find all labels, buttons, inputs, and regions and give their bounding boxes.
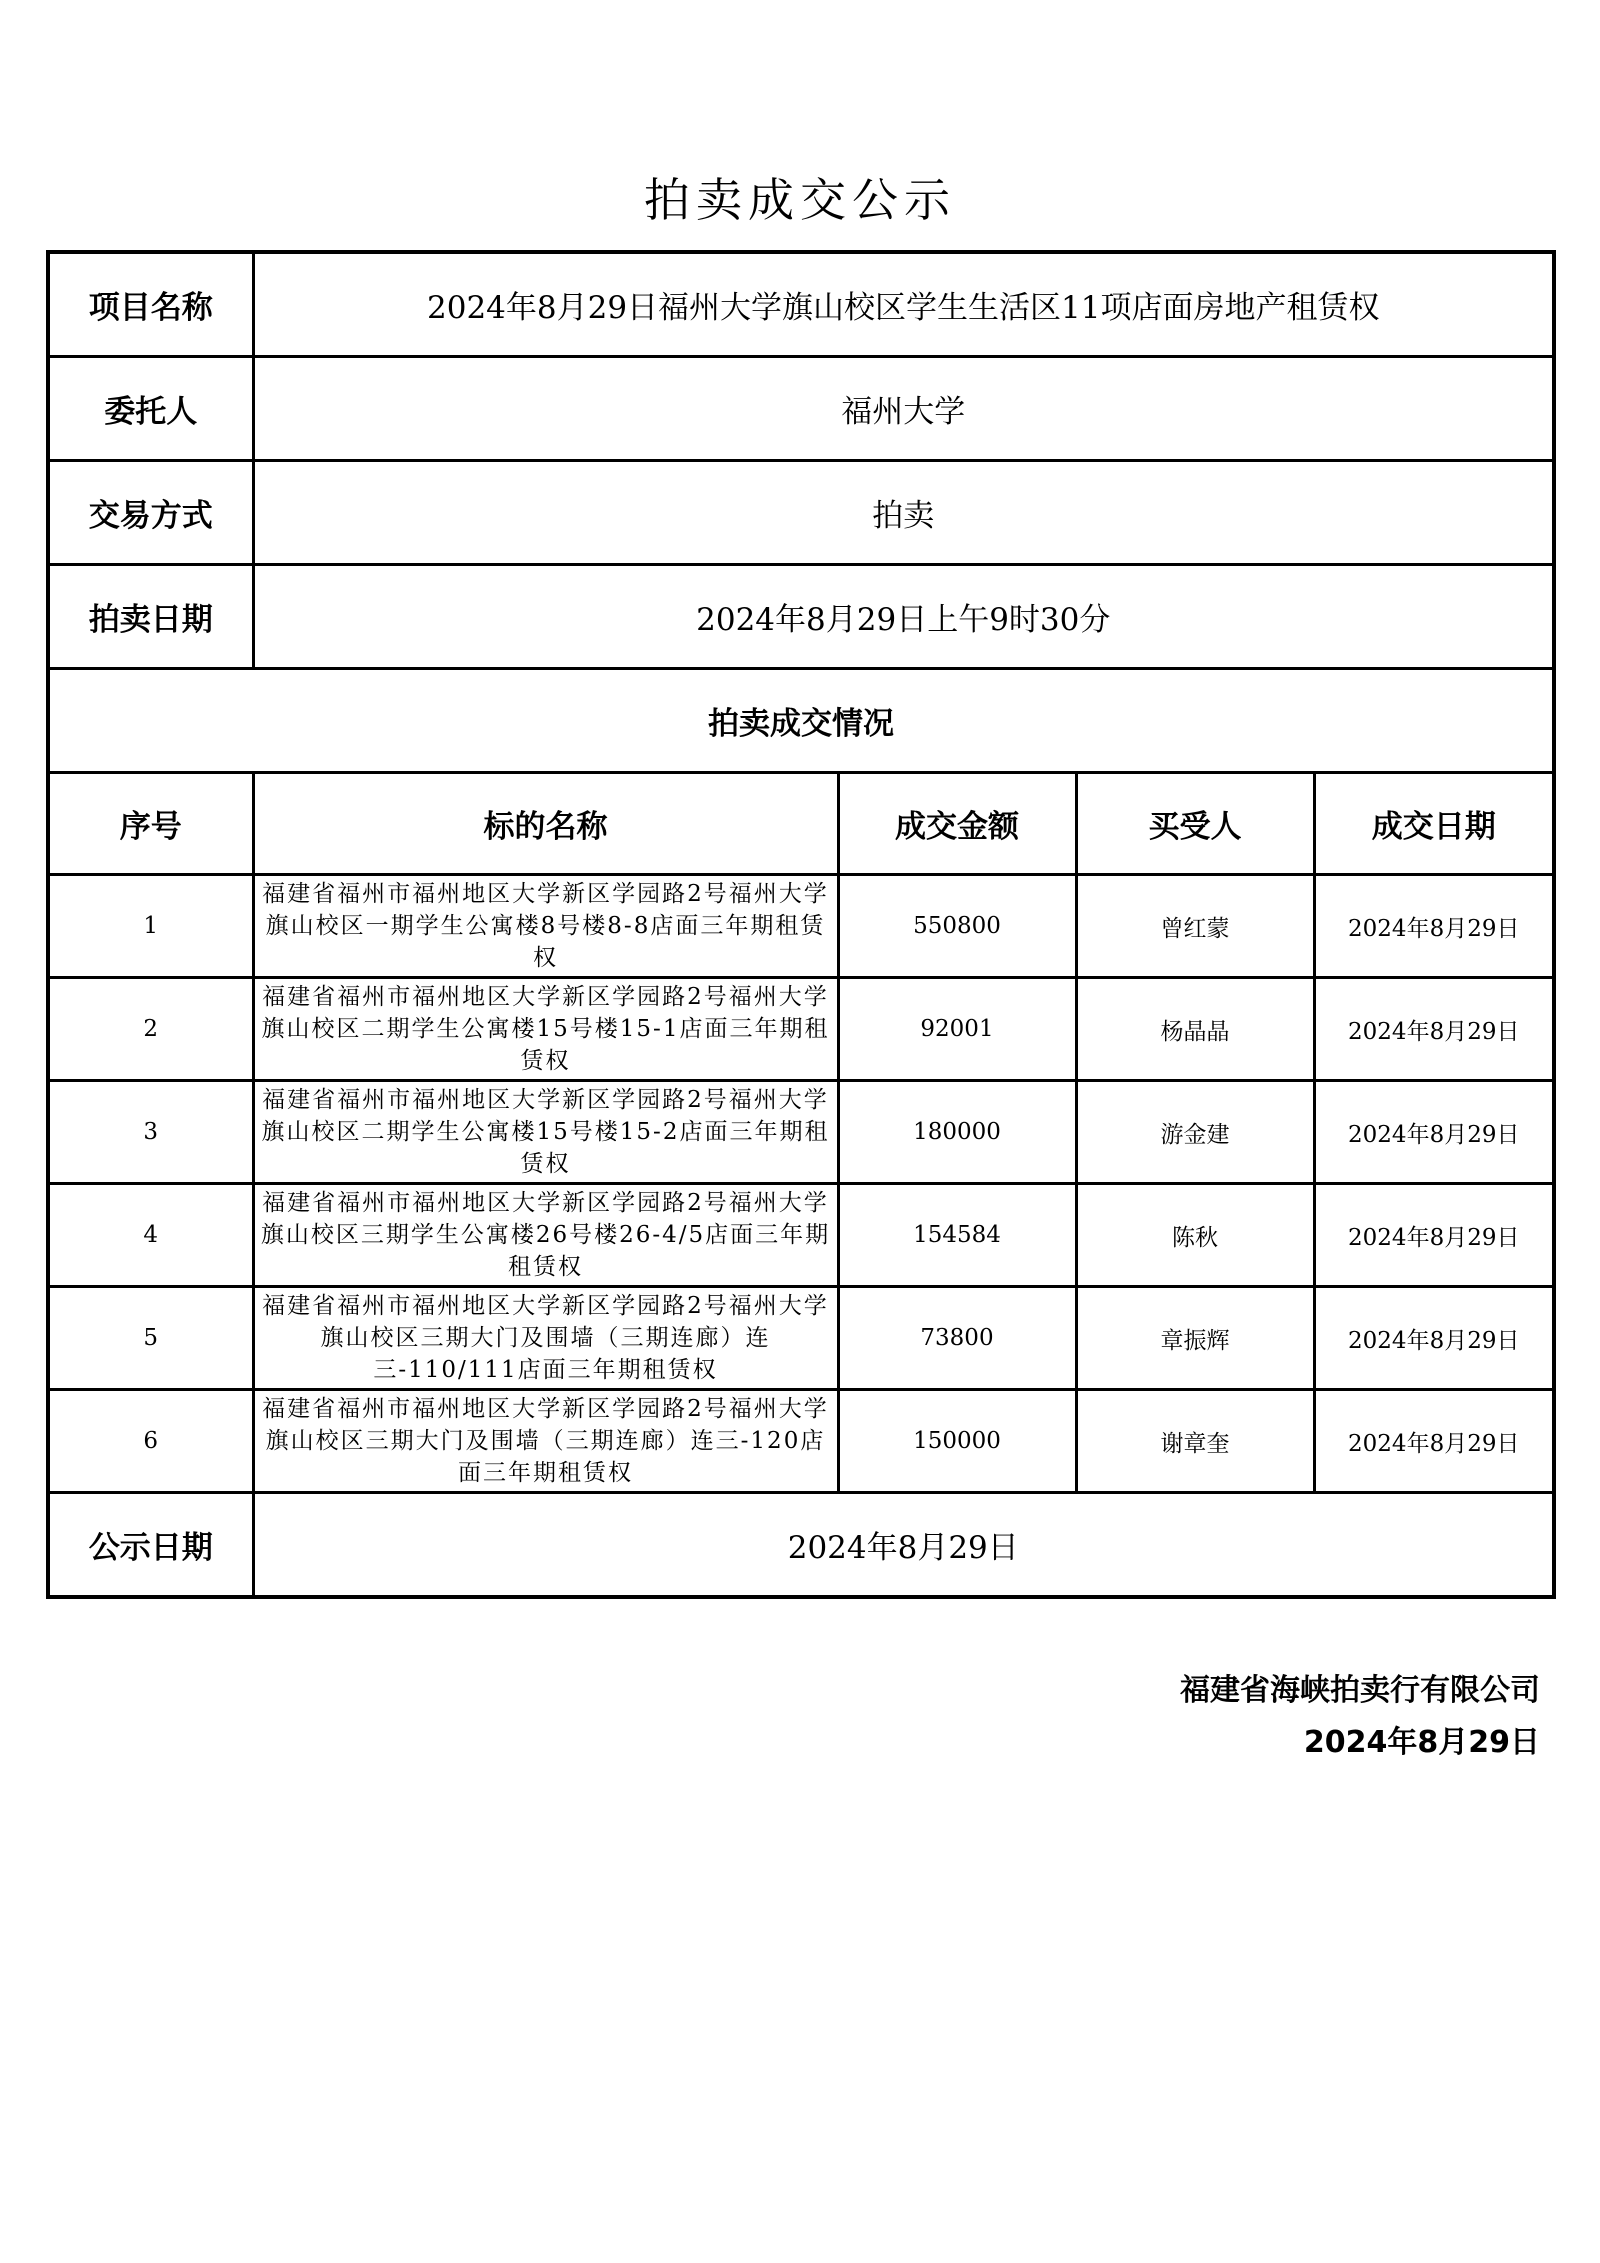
row-date: 2024年8月29日 [1314,1390,1554,1493]
row-buyer: 陈秋 [1076,1184,1314,1287]
row-buyer: 章振辉 [1076,1287,1314,1390]
row-amount: 550800 [838,875,1076,978]
row-buyer: 曾红蒙 [1076,875,1314,978]
results-section-title: 拍卖成交情况 [48,669,1554,773]
row-date: 2024年8月29日 [1314,1287,1554,1390]
signature-date: 2024年8月29日 [1303,1725,1540,1760]
table-row [48,1081,1554,1184]
row-no: 6 [48,1390,253,1493]
row-buyer: 游金建 [1076,1081,1314,1184]
auction-date-value: 2024年8月29日上午9时30分 [253,565,1554,669]
signature-block [1180,1665,1540,1769]
row-no: 5 [48,1287,253,1390]
row-amount: 154584 [838,1184,1076,1287]
row-no: 1 [48,875,253,978]
row-no: 2 [48,978,253,1081]
row-date: 2024年8月29日 [1314,875,1554,978]
project-label: 项目名称 [48,252,253,357]
auction-date-row [48,565,1554,669]
column-header-date: 成交日期 [1314,773,1554,875]
method-label: 交易方式 [48,461,253,565]
method-row [48,461,1554,565]
table-row [48,978,1554,1081]
row-no: 3 [48,1081,253,1184]
row-amount: 150000 [838,1390,1076,1493]
column-header-amount: 成交金额 [838,773,1076,875]
project-value: 2024年8月29日福州大学旗山校区学生生活区11项店面房地产租赁权 [253,252,1554,357]
row-date: 2024年8月29日 [1314,1081,1554,1184]
column-header-buyer: 买受人 [1076,773,1314,875]
row-item-name: 福建省福州市福州地区大学新区学园路2号福州大学旗山校区三期大门及围墙（三期连廊）连三-120店面三年期租赁权 [253,1390,838,1493]
row-item-name: 福建省福州市福州地区大学新区学园路2号福州大学旗山校区二期学生公寓楼15号楼15-1店面三年期租赁权 [253,978,838,1081]
publicity-date-value: 2024年8月29日 [253,1493,1554,1598]
method-value: 拍卖 [253,461,1554,565]
client-value: 福州大学 [253,357,1554,461]
project-row [48,252,1554,357]
publicity-date-label: 公示日期 [48,1493,253,1598]
row-buyer: 谢章奎 [1076,1390,1314,1493]
table-row [48,1287,1554,1390]
row-amount: 180000 [838,1081,1076,1184]
row-no: 4 [48,1184,253,1287]
row-buyer: 杨晶晶 [1076,978,1314,1081]
row-item-name: 福建省福州市福州地区大学新区学园路2号福州大学旗山校区二期学生公寓楼15号楼15-2店面三年期租赁权 [253,1081,838,1184]
row-item-name: 福建省福州市福州地区大学新区学园路2号福州大学旗山校区三期大门及围墙（三期连廊）连三-110/111店面三年期租赁权 [253,1287,838,1390]
results-section-row [48,669,1554,773]
row-item-name: 福建省福州市福州地区大学新区学园路2号福州大学旗山校区一期学生公寓楼8号楼8-8店面三年期租赁权 [253,875,838,978]
publicity-date-row [48,1493,1554,1598]
table-row [48,1184,1554,1287]
table-row [48,875,1554,978]
row-item-name: 福建省福州市福州地区大学新区学园路2号福州大学旗山校区三期学生公寓楼26号楼26-4/5店面三年期租赁权 [253,1184,838,1287]
document-title: 拍卖成交公示 [644,173,956,227]
column-header-no: 序号 [48,773,253,875]
row-date: 2024年8月29日 [1314,1184,1554,1287]
results-header-row [48,773,1554,875]
auction-date-label: 拍卖日期 [48,565,253,669]
auction-results-table [46,250,1556,1599]
table-row [48,1390,1554,1493]
column-header-item: 标的名称 [253,773,838,875]
client-row [48,357,1554,461]
row-amount: 73800 [838,1287,1076,1390]
row-date: 2024年8月29日 [1314,978,1554,1081]
company-name: 福建省海峡拍卖行有限公司 [1180,1673,1540,1708]
client-label: 委托人 [48,357,253,461]
row-amount: 92001 [838,978,1076,1081]
